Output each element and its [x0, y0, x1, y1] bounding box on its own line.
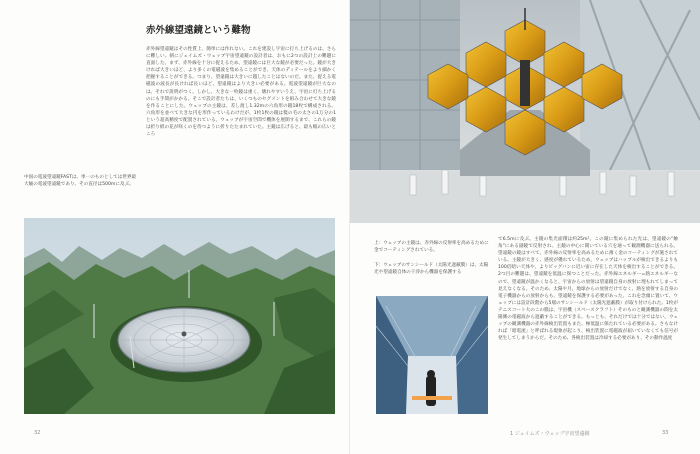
left-body-text: 赤外線望遠鏡はその性質上、簡単には作れない。これを建設し宇宙に打ち上げるのは、さらに難しい。朝にジェイムズ・ウェッブ宇宙望遠鏡の設計者は、おもに2つの設計上の難題に直面した。まず、赤外線を十分に捉えるため、望遠鏡には巨大な鏡が必要だった。鏡が大きければ大きいほど、より多くの電磁波を集めることができ、天体のディテールをより細かく把握することができる。つまり、望遠鏡は大きいに越したことはないのだ。また、捉える電磁波の波長が長ければ長いほど、望遠鏡はより大きい必要がある。電波望遠鏡が巨大なのは、それで説明がつく。しかし、大きな一枚鏡は重く、壊れやすいうえ、宇宙に打ち上げるのにも手間がかかる。そこで設計者たちは、いくつものセグメントを組み合わせて大きな鏡を作ることにした。ウェッブの主鏡は、差し渡し1.32mの六角形の鏡18枚で構成される。六角形を並べて大きな円を形作っているわけだが、1枚1枚の鏡は髪の毛の太さの1万分の1という超高精度で配置されている。ウェッブが宇宙空間で機体を展開するまで、これらの鏡は折り紙の花が咲くのを待つように折りたたまれていた。主鏡は広げると、最も幅の広いところ: [146, 47, 336, 138]
page-number-left: 32: [34, 430, 41, 436]
page-number-right: 33: [662, 430, 669, 436]
fast-telescope-photo: [24, 218, 335, 414]
right-page: [350, 0, 700, 454]
jwst-mirror-photo: [350, 0, 700, 223]
right-body-text: で6.5mに及ぶ。主鏡の集光面積は約25m²。この鏡に集められた光は、望遠鏡の"触角"にある副鏡で反射され、主鏡の中心に開いている穴を通って観測機器に送られる。望遠鏡の鏡はすべて、赤外線の反射率を高めるために薄く金のコーティングが施されている。主鏡が大きく、感度が優れているため、ウェッブはハッブルが検出できるよりも100倍暗い天体や、よりビッグバンに近い宙に存在した天体を検出することができる。2つ目の難題は、望遠鏡を低温に保つことだった。赤外線エネルギー=熱エネルギーなので、望遠鏡が温かくなると、宇宙からの放射は望遠鏡自身の放射に埋もれてしまって見えなくなる。そのため、太陽や月、地球からの放射だけでなく、熱を放射する自身の電子機器からの放射からも、望遠鏡を保護する必要があった。これを念頭に置いて、ウェッブには設計段階から5層のサンシールド（太陽光遮蔽膜）が取り付けられた。1枚がテニスコート大のこの膜は、宇宙機（スペースクラフト）そのものと観測機器の間を太陽側の電磁波から遮蔽することができる。もっとも、それだけでは十分ではない。ウェッブの観測機器の赤外線検出装置もまた、極低温に保たれている必要がある。さもなければ「暗電流」と呼ばれる現象が起こり、検出装置に電磁波が届いていなくても信号が発生してしまうからだ。そのため、各検出装置は冷却する必要があり、その動作温度: [498, 237, 678, 342]
running-head: 1 ジェイムズ・ウェッブ宇宙望遠鏡: [510, 431, 590, 437]
sunshield-photo: [376, 296, 488, 414]
mirror-caption: 上：ウェッブの主鏡は、赤外線の反射率を高めるために金でコーティングされている。: [374, 241, 489, 254]
fast-caption: 中国の電波望遠鏡FASTは、単一のものとしては世界最大級の電波望遠鏡であり、その直径は500mに及ぶ。: [24, 175, 137, 188]
sunshield-caption: 下：ウェッブのサンシールド（太陽光遮蔽膜）は、太陽光や望遠鏡自体の干渉から機器を保護する: [374, 263, 489, 276]
chapter-heading: 赤外線望遠鏡という難物: [146, 25, 251, 36]
